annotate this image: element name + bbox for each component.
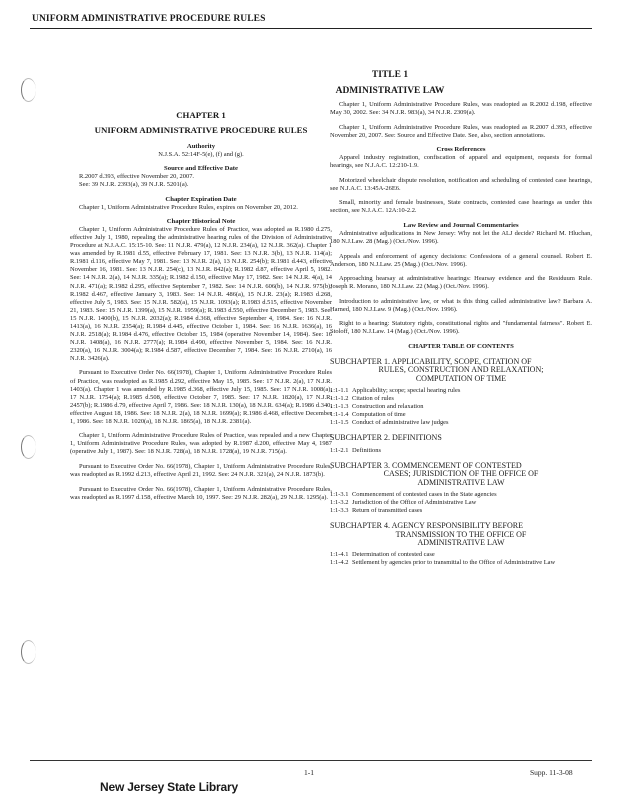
subchapter-title: CASES; JURISDICTION OF THE OFFICE OF — [383, 469, 539, 479]
history-paragraph: Chapter 1, Uniform Administrative Procedure Rules of Practice, was repealed and a new Chapter 1, Uniform Administrative Procedure Rules, was adopted by R.1987 d.200, effective May 4, 1987 (operative July 1, 1987). See: 18 N.J.R. 728(a), 18 N.J.R. 1728(a), 19 N.J.R. 715(a). — [70, 432, 332, 456]
readoption-paragraph: Chapter 1, Uniform Administrative Procedure Rules, was readopted as R.2007 d.393, effective November 20, 2007. See: Source and Effective Date. See, also, section annotations. — [330, 123, 592, 139]
authority-text: N.J.S.A. 52:14F-5(e), (f) and (g). — [158, 150, 244, 158]
toc-section-title: Settlement by agencies prior to transmittal to the Office of Administrative Law — [352, 559, 556, 567]
toc-section-title: Applicability; scope; special hearing rules — [352, 387, 461, 395]
toc-entry — [330, 491, 592, 499]
toc-section-number: 1:1-3.2 — [330, 499, 349, 507]
toc-section-title: Determination of contested case — [352, 551, 435, 559]
history-paragraph: Pursuant to Executive Order No. 66(1978), Chapter 1, Uniform Administrative Procedure Rules of Practice, was readopted as R.1985 d.292, effective May 15, 1985. See: 17 N.J.R. 2(a), 17 N.J.R. 1403(a). Chapter 1 was amended by R.1985 d.368, effective July 15, 1985. See: 17 N.J.R. 1008(a), 17 N.J.R. 1754(a); R.1985 d.508, effective October 7, 1985. See: 17 N.J.R. 1820(a), 17 N.J.R. 2457(b); R.1986 d.79, effective April 7, 1986. See: 18 N.J.R. 130(a), 18 N.J.R. 634(a); R.1986 d.340, effective August 18, 1986. See: 18 N.J.R. 2(a), 18 N.J.R. 1699(a); R.1986 d.468, effective December 1, 1986. See: 18 N.J.R. 1020(a), 18 N.J.R. 1865(a), 18 N.J.R. 2381(a). — [70, 369, 332, 425]
library-stamp: New Jersey State Library — [100, 780, 238, 794]
cross-reference: Apparel industry registration, confiscation of apparel and equipment, requests for formal hearings, see N.J.A.C. 12:210-1.9. — [330, 154, 592, 170]
source-line: See: 39 N.J.R. 2393(a), 39 N.J.R. 5201(a). — [79, 181, 189, 189]
table-of-contents — [330, 358, 592, 568]
source-line: R.2007 d.393, effective November 20, 2007. — [79, 173, 195, 181]
toc-subchapter — [330, 358, 592, 427]
toc-entry — [330, 403, 592, 411]
subchapter-title: SUBCHAPTER 1. APPLICABILITY, SCOPE, CITATION OF — [330, 356, 532, 366]
toc-section-number: 1:1-4.1 — [330, 551, 349, 559]
toc-section-number: 1:1-1.5 — [330, 419, 349, 427]
expiration-heading: Chapter Expiration Date — [165, 195, 237, 203]
footer-rule — [30, 760, 592, 761]
toc-section-title: Jurisdiction of the Office of Administrative Law — [352, 499, 477, 507]
left-column — [70, 101, 332, 502]
toc-entry — [330, 411, 592, 419]
toc-entry — [330, 387, 592, 395]
punch-hole — [21, 435, 36, 459]
toc-section-title: Commencement of contested cases in the State agencies — [352, 491, 497, 499]
toc-section-number: 1:1-1.3 — [330, 403, 349, 411]
toc-section-number: 1:1-1.4 — [330, 411, 349, 419]
chapter-name: UNIFORM ADMINISTRATIVE PROCEDURE RULES — [94, 125, 308, 135]
title-name: ADMINISTRATIVE LAW — [335, 86, 445, 96]
toc-section-title: Citation of rules — [352, 395, 394, 403]
toc-section-number: 1:1-3.3 — [330, 507, 349, 515]
toc-section-title: Definitions — [352, 446, 381, 454]
running-head: UNIFORM ADMINISTRATIVE PROCEDURE RULES — [32, 14, 266, 24]
toc-subchapter — [330, 462, 592, 515]
subchapter-title: SUBCHAPTER 4. AGENCY RESPONSIBILITY BEFORE — [330, 521, 523, 531]
history-heading: Chapter Historical Note — [166, 218, 236, 226]
cross-reference: Small, minority and female businesses, State contracts, contested case hearings as under this section, see N.J.A.C. 12A:10-2.2. — [330, 199, 592, 215]
toc-subchapter — [330, 522, 592, 567]
law-review-heading: Law Review and Journal Commentaries — [403, 221, 519, 229]
punch-hole — [21, 640, 36, 664]
cross-reference: Motorized wheelchair dispute resolution, notification and scheduling of contested case hearings, see N.J.A.C. 13:45A-26E6. — [330, 176, 592, 192]
history-paragraphs — [70, 226, 332, 501]
toc-section-title: Construction and relaxation — [352, 403, 424, 411]
subchapter-title: TRANSMISSION TO THE OFFICE OF — [395, 529, 527, 539]
cross-references — [330, 154, 592, 215]
subchapter-title: ADMINISTRATIVE LAW — [417, 538, 505, 548]
history-paragraph: Chapter 1, Uniform Administrative Procedure Rules of Practice, was adopted as R.1980 d.275, effective July 1, 1980, repealing the administrative hearing rules of the Division of Administrative Procedure at N.J.A.C. 15:15-10. See: 11 N.J.R. 479(a), 12 N.J.R. 234(a), 12 N.J.R. 362(a). Chapter 1 was amended by R.1981 d.55, effective February 17, 1981. See: 13 N.J.R. 3(b), 13 N.J.R. 114(a); R.1981 d.116, effective May 7, 1981. See: 13 N.J.R. 2(a), 13 N.J.R. 254(b); R.1981 d.443, effective November 16, 1981. See: 13 N.J.R. 254(c), 13 N.J.R. 842(a); R.1982 d.87, effective April 5, 1982. See: 14 N.J.R. 2(a), 14 N.J.R. 335(a); R.1982 d.150, effective May 17, 1982. See: 14 N.J.R. 4(a), 14 N.J.R. 471(a); R.1982 d.295, effective September 7, 1982. See: 14 N.J.R. 606(b), 14 N.J.R. 975(b); R.1982 d.467, effective January 3, 1983. See: 14 N.J.R. 486(a), 15 N.J.R. 23(a); R.1983 d.268, effective July 5, 1983. See: 15 N.J.R. 582(a), 15 N.J.R. 1093(a); R.1983 d.515, effective November 21, 1983. See: 15 N.J.R. 1399(a), 15 N.J.R. 1959(a); R.1983 d.550, effective December 5, 1983. See: 15 N.J.R. 1400(b), 15 N.J.R. 2032(a); R.1984 d.368, effective September 4, 1984. See: 16 N.J.R. 1413(a), 16 N.J.R. 2354(a); R.1984 d.445, effective October 1, 1984. See: 16 N.J.R. 1636(a), 16 N.J.R. 2518(a); R.1984 d.476, effective October 15, 1984 (operative November 14, 1984). See: 16 N.J.R. 1408(a), 16 N.J.R. 2777(a); R.1984 d.490, effective November 5, 1984. See: 16 N.J.R. 2320(a), 16 N.J.R. 3004(a); R.1984 d.587, effective December 7, 1984. See: 16 N.J.R. 2710(a), 16 N.J.R. 3426(a). — [70, 226, 332, 362]
toc-section-title: Computation of time — [352, 411, 406, 419]
law-review-commentaries — [330, 230, 592, 336]
toc-section-number: 1:1-3.1 — [330, 491, 349, 499]
toc-section-number: 1:1-1.2 — [330, 395, 349, 403]
toc-section-number: 1:1-1.1 — [330, 387, 349, 395]
toc-entry — [330, 507, 592, 515]
subchapter-title: ADMINISTRATIVE LAW — [417, 477, 505, 487]
toc-section-title: Conduct of administrative law judges — [352, 419, 449, 427]
subchapter-title: SUBCHAPTER 3. COMMENCEMENT OF CONTESTED — [330, 460, 522, 470]
history-paragraph: Pursuant to Executive Order No. 66(1978), Chapter 1, Uniform Administrative Procedure Rules, was readopted as R.1997 d.158, effective March 10, 1997. See: 29 N.J.R. 282(a), 29 N.J.R. 1295(a). — [70, 485, 332, 501]
toc-entry — [330, 499, 592, 507]
right-column — [330, 101, 592, 568]
toc-section-title: Return of transmitted cases — [352, 507, 423, 515]
commentary-entry: Approaching hearsay at administrative hearings: Hearsay evidence and the Residuum Rule. Joseph R. Morano, 180 N.J.Law. 22 (Mag.) (Oct./Nov. 1996). — [330, 275, 592, 291]
history-paragraph: Pursuant to Executive Order No. 66(1978), Chapter 1, Uniform Administrative Procedure Rules, was readopted as R.1992 d.213, effective April 21, 1992. See: 24 N.J.R. 321(a), 24 N.J.R. 1873(b). — [70, 462, 332, 478]
toc-entry — [330, 419, 592, 427]
toc-entry — [330, 559, 592, 567]
subchapter-title: COMPUTATION OF TIME — [415, 373, 507, 383]
commentary-entry: Right to a hearing: Statutory rights, constitutional rights and "fundamental fairness". Robert E. Stoloff, 180 N.J.Law. 14 (Mag.) (Oct./Nov. 1996). — [330, 320, 592, 336]
toc-section-number: 1:1-2.1 — [330, 446, 349, 454]
source-heading: Source and Effective Date — [164, 165, 238, 173]
authority-heading: Authority — [186, 142, 216, 150]
commentary-entry: Administrative adjudications in New Jersey: Why not let the ALJ decide? Richard M. Hluchan, 180 N.J.Law. 28 (Mag.) (Oct./Nov. 1996). — [330, 229, 592, 246]
punch-hole — [21, 78, 36, 102]
toc-entry — [330, 395, 592, 403]
subchapter-title: SUBCHAPTER 2. DEFINITIONS — [330, 433, 442, 443]
toc-heading: CHAPTER TABLE OF CONTENTS — [408, 342, 514, 350]
toc-subchapter — [330, 434, 592, 454]
chapter-number: CHAPTER 1 — [176, 110, 226, 120]
page-number: 1-1 — [304, 768, 314, 777]
source-lines — [70, 173, 332, 189]
supplement-date: Supp. 11-3-08 — [530, 768, 573, 777]
header-rule — [30, 28, 592, 29]
commentary-entry: Appeals and enforcement of agency decisions: Confessions of a general counsel. Robert E. Anderson, 180 N.J.Law. 25 (Mag.) (Oct./Nov. 1996). — [330, 252, 592, 268]
cross-references-heading: Cross References — [436, 146, 486, 154]
toc-section-number: 1:1-4.2 — [330, 559, 349, 567]
subchapter-title: RULES, CONSTRUCTION AND RELAXATION; — [378, 365, 544, 375]
commentary-entry: Introduction to administrative law, or what is this thing called administrative law? Barbara A. Harned, 180 N.J.Law. 9 (Mag.) (Oct./Nov. 1996). — [330, 297, 592, 313]
toc-entry — [330, 551, 592, 559]
expiration-text: Chapter 1, Uniform Administrative Procedure Rules, expires on November 20, 2012. — [79, 203, 298, 211]
toc-entry — [330, 447, 592, 455]
readoption-paragraph: Chapter 1, Uniform Administrative Procedure Rules, was readopted as R.2002 d.198, effective May 30, 2002. See: 34 N.J.R. 983(a), 34 N.J.R. 2309(a). — [330, 101, 592, 117]
title-number: TITLE 1 — [371, 70, 409, 80]
readopt-paragraphs — [330, 101, 592, 140]
